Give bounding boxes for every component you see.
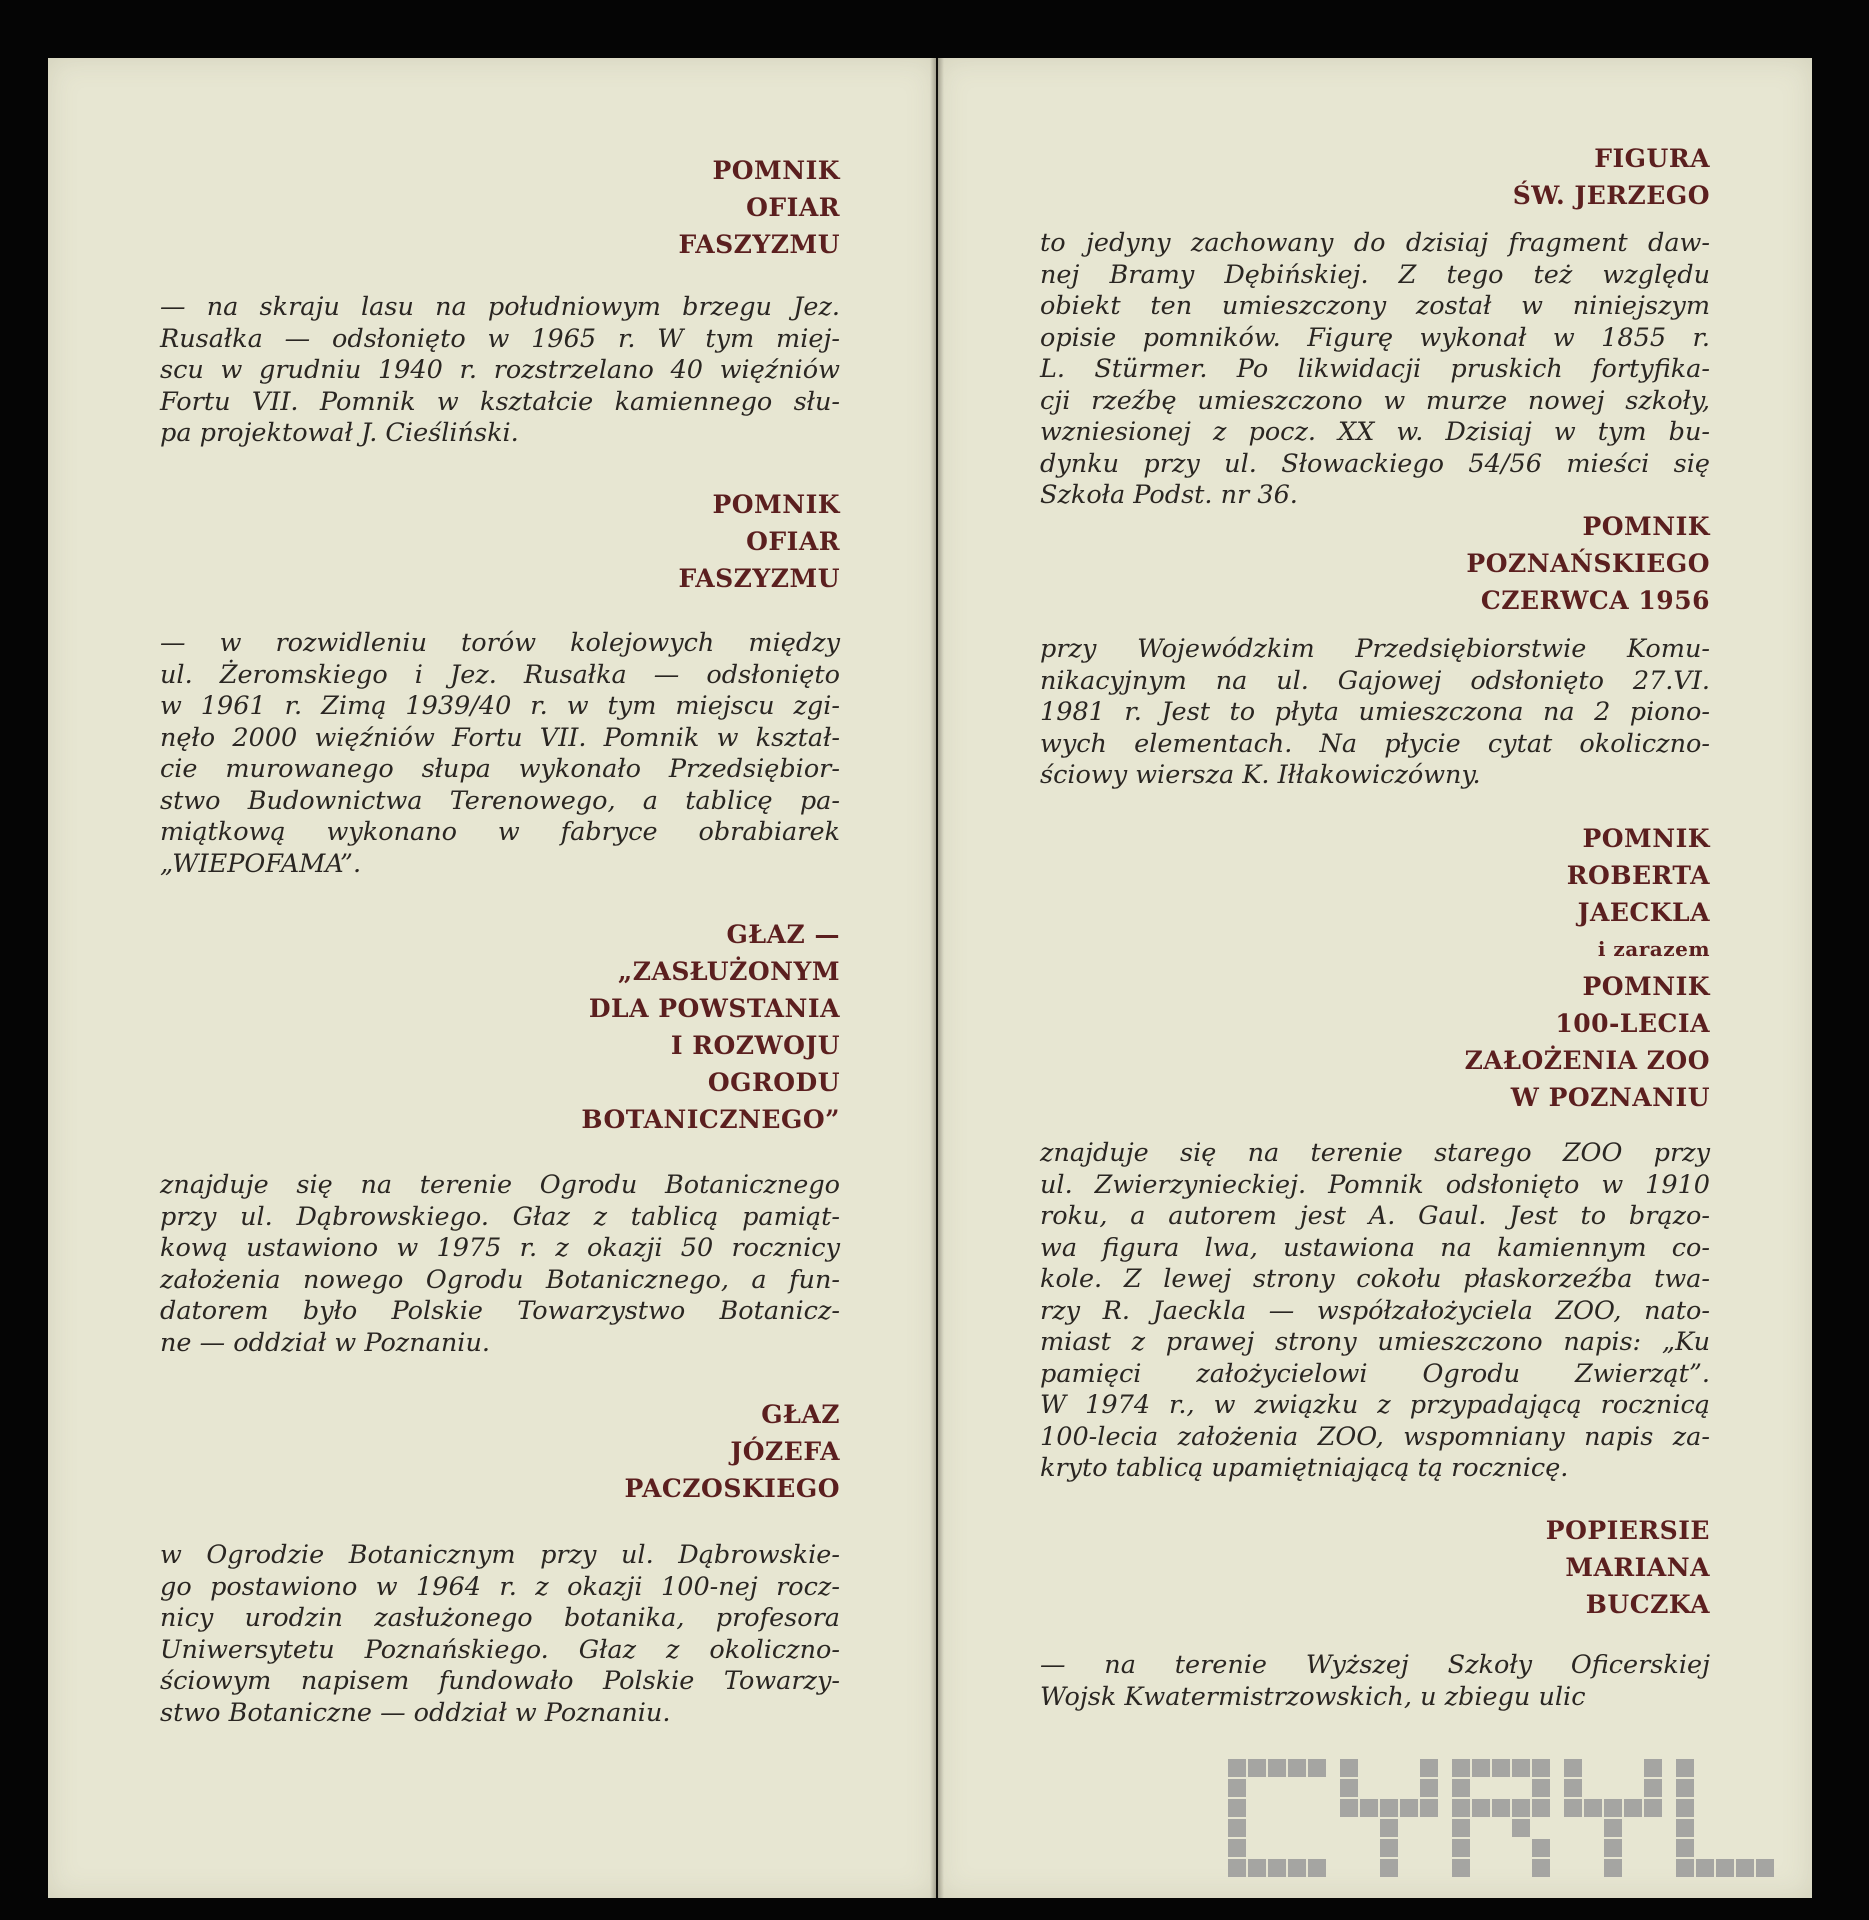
watermark-block <box>1268 1859 1286 1877</box>
watermark-block <box>1452 1779 1470 1797</box>
watermark-block <box>1624 1799 1642 1817</box>
watermark-block <box>1532 1839 1550 1857</box>
watermark-block <box>1676 1819 1694 1837</box>
watermark-block <box>1532 1859 1550 1877</box>
watermark-block <box>1340 1779 1358 1797</box>
watermark-block <box>1512 1799 1530 1817</box>
watermark-block <box>1340 1759 1358 1777</box>
watermark-block <box>1676 1859 1694 1877</box>
watermark-block <box>1340 1799 1358 1817</box>
watermark-block <box>1512 1759 1530 1777</box>
watermark-block <box>1380 1839 1398 1857</box>
watermark-block <box>1452 1839 1470 1857</box>
paragraph-glaz-ogrodu-botanicznego: znajduje się na terenie Ogrodu Botanicznego przy ul. Dąbrowskiego. Głaz z tablicą pamiąt- kową ustawiono w 1975 r. z okazji 50 rocznicy założenia nowego Ogrodu Botanicznego, a fun- datorem było Polskie Towarzystwo Botanicz- ne — oddział w Poznaniu. <box>160 1170 840 1358</box>
cyryl-watermark-logo <box>1228 1755 1788 1883</box>
watermark-block <box>1604 1859 1622 1877</box>
watermark-block <box>1472 1759 1490 1777</box>
watermark-block <box>1452 1859 1470 1877</box>
watermark-block <box>1308 1859 1326 1877</box>
watermark-block <box>1676 1759 1694 1777</box>
watermark-block <box>1360 1799 1378 1817</box>
watermark-block <box>1288 1759 1306 1777</box>
watermark-block <box>1564 1799 1582 1817</box>
paragraph-pomnik-roberta-jaeckla: znajduje się na terenie starego ZOO przy ul. Zwierzynieckiej. Pomnik odsłonięto w 1910 roku, a autorem jest A. Gaul. Jest to brązo- wa figura lwa, ustawiona na kamiennym co- kole. Z lewej strony cokołu płaskorzeźba twa- rzy R. Jaeckla — współzałożyciela ZOO, nato- miast z prawej strony umieszczono napis: „Ku pamięci założycielowi Ogrodu Zwierząt”. W 1974 r., w związku z przypadającą rocznicą 100-lecia założenia ZOO, wspomniany napis za- kryto tablicą upamiętniającą tą rocznicę. <box>1040 1138 1710 1483</box>
watermark-block <box>1228 1779 1246 1797</box>
right-column <box>1040 0 1710 1920</box>
watermark-block <box>1420 1799 1438 1817</box>
watermark-block <box>1492 1759 1510 1777</box>
watermark-block <box>1512 1819 1530 1837</box>
watermark-block <box>1452 1759 1470 1777</box>
page-fold <box>930 58 944 1898</box>
paragraph-glaz-jozefa-paczoskiego: w Ogrodzie Botanicznym przy ul. Dąbrowskie- go postawiono w 1964 r. z okazji 100-nej rocz- nicy urodzin zasłużonego botanika, profesora Uniwersytetu Poznańskiego. Głaz z okoliczno- ściowym napisem fundowało Polskie Towarzy- stwo Botaniczne — oddział w Poznaniu. <box>160 1540 840 1728</box>
watermark-block <box>1420 1759 1438 1777</box>
watermark-block <box>1268 1759 1286 1777</box>
watermark-block <box>1380 1859 1398 1877</box>
watermark-block <box>1564 1759 1582 1777</box>
watermark-block <box>1492 1799 1510 1817</box>
watermark-block <box>1676 1779 1694 1797</box>
heading-popiersie-mariana-buczka: POPIERSIE MARIANA BUCZKA <box>1545 1516 1710 1619</box>
watermark-block <box>1676 1799 1694 1817</box>
heading-pomnik-poznanskiego-czerwca: POMNIK POZNAŃSKIEGO CZERWCA 1956 <box>1466 512 1710 615</box>
watermark-block <box>1676 1839 1694 1857</box>
watermark-block <box>1756 1859 1774 1877</box>
heading-pomnik-ofiar-1: POMNIK OFIAR FASZYZMU <box>678 156 840 259</box>
watermark-block <box>1452 1799 1470 1817</box>
paragraph-pomnik-poznanskiego-czerwca: przy Wojewódzkim Przedsiębiorstwie Komu- nikacyjnym na ul. Gajowej odsłonięto 27.VI. 1981 r. Jest to płyta umieszczona na 2 piono- wych elementach. Na płycie cytat okoliczno- ściowy wiersza K. Iłłakowiczówny. <box>1040 634 1710 790</box>
watermark-block <box>1644 1799 1662 1817</box>
watermark-block <box>1604 1819 1622 1837</box>
heading-glaz-jozefa-paczoskiego: GŁAZ JÓZEFA PACZOSKIEGO <box>624 1400 840 1503</box>
watermark-block <box>1288 1859 1306 1877</box>
paragraph-figura-sw-jerzego: to jedyny zachowany do dzisiaj fragment daw- nej Bramy Dębińskiej. Z tego też względu obiekt ten umieszczony został w niniejszym opisie pomników. Figurę wykonał w 1855 r. L. Stürmer. Po likwidacji pruskich fortyfika- cji rzeźbę umieszczono w murze nowej szkoły, wzniesionej z pocz. XX w. Dzisiaj w tym bu- dynku przy ul. Słowackiego 54/56 mieści się Szkoła Podst. nr 36. <box>1040 228 1710 510</box>
watermark-block <box>1604 1799 1622 1817</box>
watermark-block <box>1472 1799 1490 1817</box>
paragraph-pomnik-ofiar-1: — na skraju lasu na południowym brzegu Jez. Rusałka — odsłonięto w 1965 r. W tym miej- scu w grudniu 1940 r. rozstrzelano 40 więźniów Fortu VII. Pomnik w kształcie kamiennego słu- pa projektował J. Cieśliński. <box>160 292 840 448</box>
watermark-block <box>1584 1799 1602 1817</box>
heading-glaz-ogrodu-botanicznego: GŁAZ — „ZASŁUŻONYM DLA POWSTANIA I ROZWOJU OGRODU BOTANICZNEGO” <box>581 920 840 1134</box>
watermark-block <box>1400 1799 1418 1817</box>
watermark-block <box>1564 1779 1582 1797</box>
heading-pomnik-ofiar-2: POMNIK OFIAR FASZYZMU <box>678 490 840 593</box>
watermark-block <box>1736 1859 1754 1877</box>
watermark-block <box>1716 1859 1734 1877</box>
watermark-block <box>1532 1779 1550 1797</box>
watermark-block <box>1696 1859 1714 1877</box>
heading-pomnik-roberta-jaeckla: POMNIK ROBERTA JAECKLA i zarazem POMNIK 100-LECIA ZAŁOŻENIA ZOO W POZNANIU <box>1464 824 1710 1112</box>
watermark-block <box>1308 1759 1326 1777</box>
watermark-block <box>1248 1859 1266 1877</box>
left-column <box>160 0 840 1920</box>
paragraph-popiersie-mariana-buczka: — na terenie Wyższej Szkoły Oficerskiej Wojsk Kwatermistrzowskich, u zbiegu ulic <box>1040 1650 1710 1712</box>
watermark-block <box>1644 1759 1662 1777</box>
paragraph-pomnik-ofiar-2: — w rozwidleniu torów kolejowych między ul. Żeromskiego i Jez. Rusałka — odsłonięto w 1961 r. Zimą 1939/40 r. w tym miejscu zgi- nęło 2000 więźniów Fortu VII. Pomnik w kształ- cie murowanego słupa wykonało Przedsiębior- stwo Budownictwa Terenowego, a tablicę pa- miątkową wykonano w fabryce obrabiarek „WIEPOFAMA”. <box>160 628 840 879</box>
watermark-block <box>1228 1859 1246 1877</box>
watermark-block <box>1228 1839 1246 1857</box>
watermark-block <box>1228 1819 1246 1837</box>
heading-figura-sw-jerzego: FIGURA ŚW. JERZEGO <box>1512 144 1710 210</box>
watermark-block <box>1452 1819 1470 1837</box>
watermark-block <box>1532 1799 1550 1817</box>
watermark-block <box>1248 1759 1266 1777</box>
watermark-block <box>1228 1759 1246 1777</box>
watermark-block <box>1420 1779 1438 1797</box>
watermark-block <box>1380 1799 1398 1817</box>
watermark-block <box>1644 1779 1662 1797</box>
watermark-block <box>1380 1819 1398 1837</box>
watermark-block <box>1228 1799 1246 1817</box>
watermark-block <box>1532 1759 1550 1777</box>
watermark-block <box>1604 1839 1622 1857</box>
